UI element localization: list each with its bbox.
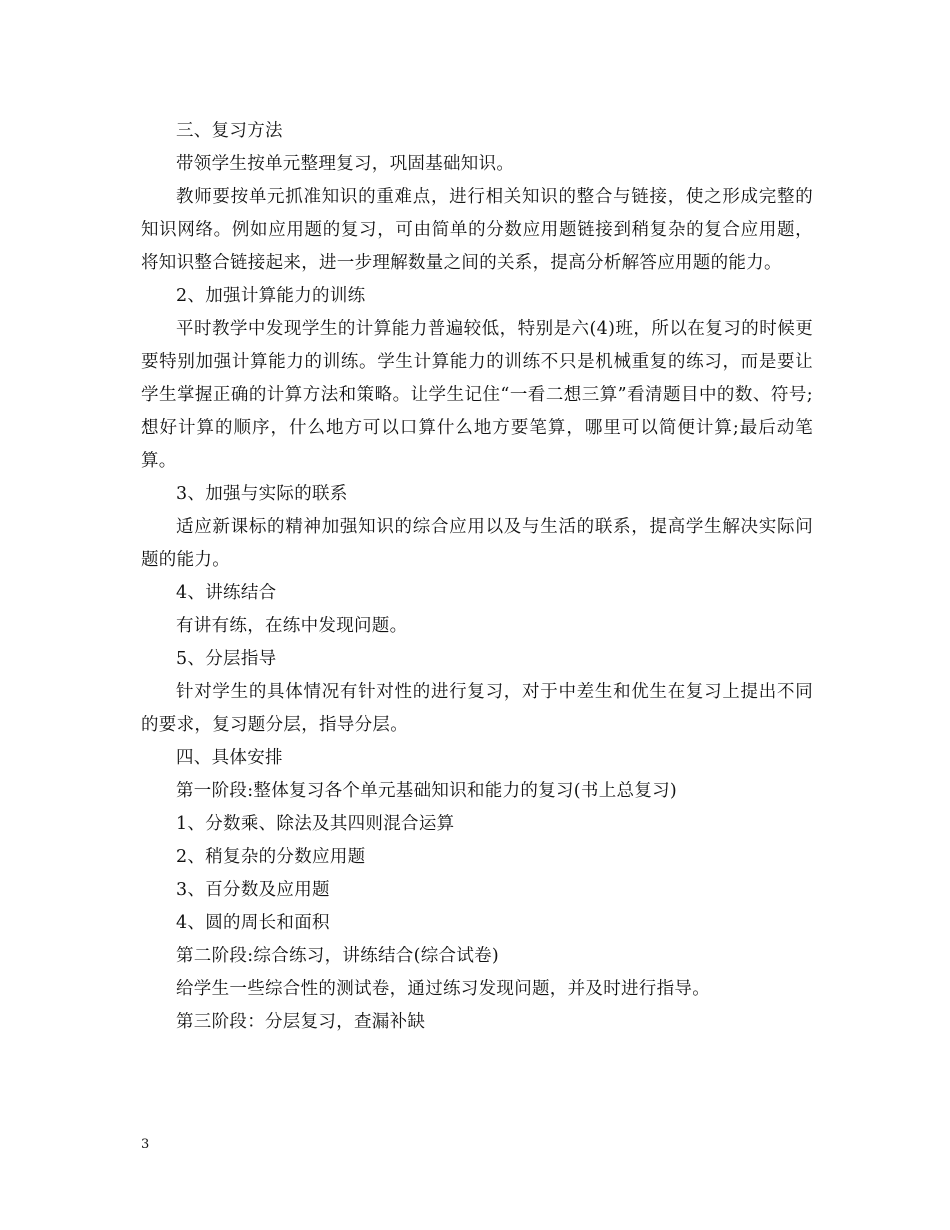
list-item: 2、稍复杂的分数应用题 xyxy=(176,847,366,867)
phase-heading: 第三阶段：分层复习，查漏补缺 xyxy=(176,1012,426,1032)
paragraph: 教师要按单元抓准知识的重难点，进行相关知识的整合与链接，使之形成完整的知识网络。例如应用题的复习，可由简单的分数应用题链接到稍复杂的复合应用题，将知识整合链接起来，进一步理解数量之间的关系，提高分析解答应用题的能力。 xyxy=(141,187,813,273)
list-item: 1、分数乘、除法及其四则混合运算 xyxy=(176,814,455,834)
subheading: 4、讲练结合 xyxy=(176,583,277,603)
section-heading-schedule: 四、具体安排 xyxy=(176,748,283,768)
paragraph: 有讲有练，在练中发现问题。 xyxy=(176,616,408,636)
paragraph: 平时教学中发现学生的计算能力普遍较低，特别是六(4)班，所以在复习的时候更要特别加强计算能力的训练。学生计算能力的训练不只是机械重复的练习，而是要让学生掌握正确的计算方法和策略。让学生记住“一看二想三算”看清题目中的数、符号;想好计算的顺序，什么地方可以口算什么地方要笔算，哪里可以简便计算;最后动笔算。 xyxy=(141,319,813,471)
subheading: 3、加强与实际的联系 xyxy=(176,484,348,504)
paragraph: 带领学生按单元整理复习，巩固基础知识。 xyxy=(176,154,515,174)
list-item: 4、圆的周长和面积 xyxy=(176,913,330,933)
page-number: 3 xyxy=(141,1137,150,1152)
section-heading-review-methods: 三、复习方法 xyxy=(176,121,283,141)
document-body xyxy=(141,115,813,1039)
phase-heading: 第一阶段:整体复习各个单元基础知识和能力的复习(书上总复习) xyxy=(176,781,678,801)
phase-heading: 第二阶段:综合练习，讲练结合(综合试卷) xyxy=(176,946,500,966)
paragraph: 适应新课标的精神加强知识的综合应用以及与生活的联系，提高学生解决实际问题的能力。 xyxy=(141,517,813,570)
subheading: 5、分层指导 xyxy=(176,649,277,669)
list-item: 3、百分数及应用题 xyxy=(176,880,330,900)
paragraph: 针对学生的具体情况有针对性的进行复习，对于中差生和优生在复习上提出不同的要求，复习题分层，指导分层。 xyxy=(141,682,813,735)
paragraph: 给学生一些综合性的测试卷，通过练习发现问题，并及时进行指导。 xyxy=(176,979,710,999)
subheading: 2、加强计算能力的训练 xyxy=(176,286,366,306)
